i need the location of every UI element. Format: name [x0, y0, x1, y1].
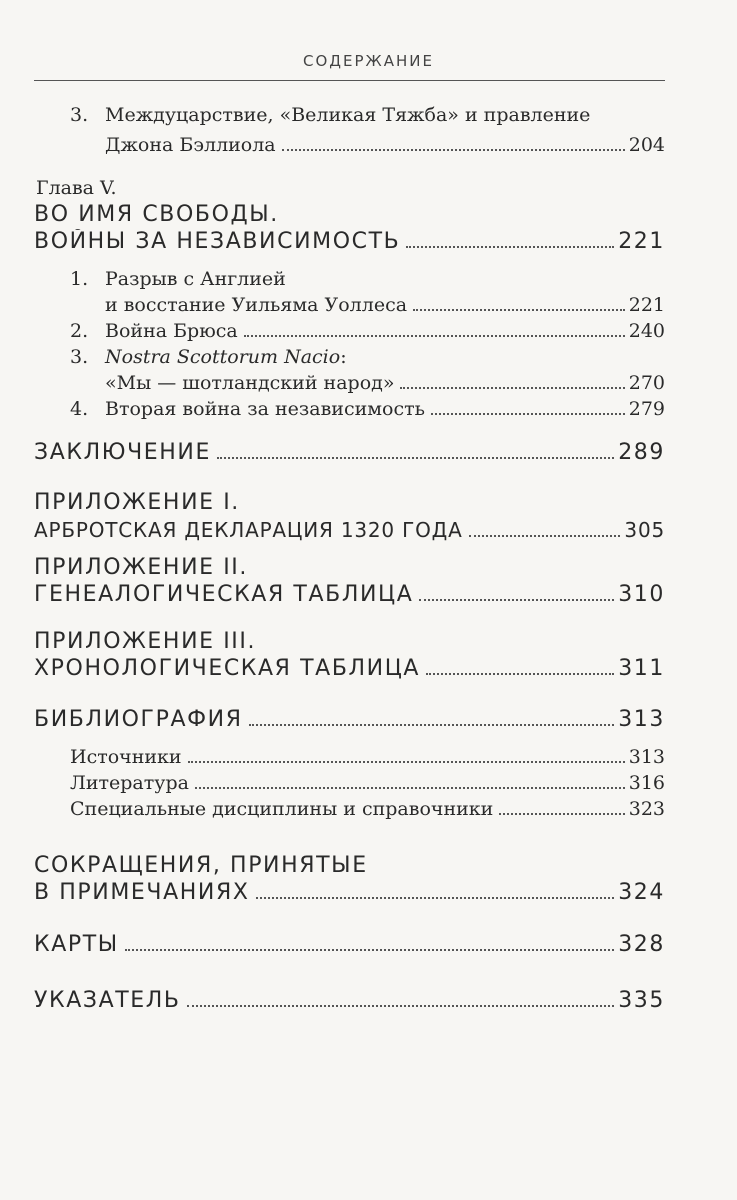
entry-title: БИБЛИОГРАФИЯ: [34, 707, 243, 732]
toc-entry-maps: [34, 932, 665, 958]
entry-title: Источники: [70, 746, 182, 768]
dot-leader: [282, 149, 625, 151]
chapter-title-line1: [34, 202, 665, 227]
toc-entry-app2-line2: [34, 582, 665, 608]
toc-entry-bibliography: [34, 707, 665, 733]
toc-entry-2: [70, 320, 665, 343]
toc-entry-3-line2: [105, 372, 665, 395]
toc-entry-4: [70, 398, 665, 421]
entry-title-line2: «Мы — шотландский народ»: [105, 372, 395, 394]
dot-leader: [244, 335, 625, 337]
entry-number: 1.: [70, 268, 89, 290]
dot-leader: [419, 599, 614, 601]
dot-leader: [256, 897, 615, 899]
entry-number: 4.: [70, 398, 89, 420]
entry-title-italic: Nostra Scottorum Nacio: [105, 346, 341, 368]
entry-title: Литература: [70, 772, 189, 794]
toc-entry-abbrev-line2: [34, 880, 665, 906]
toc-entry-app3-line2: [34, 656, 665, 682]
dot-leader: [469, 535, 621, 537]
entry-title: Специальные дисциплины и справочники: [70, 798, 494, 820]
entry-title-line1: ПРИЛОЖЕНИЕ II.: [34, 555, 248, 580]
entry-title: Война Брюса: [105, 320, 238, 342]
page-number: 279: [628, 398, 665, 420]
page-number: 204: [628, 134, 665, 156]
entry-title-line1: Междуцарствие, «Великая Тяжба» и правление: [105, 104, 591, 126]
toc-entry-sources: [70, 746, 665, 769]
entry-title-line1: Разрыв с Англией: [105, 268, 286, 290]
entry-title-line2: ХРОНОЛОГИЧЕСКАЯ ТАБЛИЦА: [34, 656, 421, 681]
page-number: 311: [618, 656, 665, 681]
toc-entry-literature: [70, 772, 665, 795]
toc-entry-app1-line1: [34, 490, 665, 515]
toc-entry-s3-line1: [70, 104, 670, 126]
page-number: 240: [628, 320, 665, 342]
chapter-title-line2: [34, 229, 665, 255]
page-number: 221: [628, 294, 665, 316]
toc-entry-app3-line1: [34, 629, 665, 654]
entry-title-line1: ПРИЛОЖЕНИЕ III.: [34, 629, 257, 654]
page-number: 310: [618, 582, 665, 607]
page-number: 313: [628, 746, 665, 768]
page-number: 305: [624, 518, 665, 542]
page-number: 335: [618, 988, 665, 1013]
entry-title: УКАЗАТЕЛЬ: [34, 988, 181, 1013]
entry-title-punct: :: [340, 346, 347, 368]
entry-title: Вторая война за независимость: [105, 398, 425, 420]
page-number: 324: [618, 880, 665, 905]
toc-entry-app1-line2: [34, 518, 665, 543]
toc-entry-index: [34, 988, 665, 1014]
page-number: 289: [618, 440, 665, 465]
dot-leader: [187, 1005, 615, 1007]
dot-leader: [249, 724, 615, 726]
entry-number: 3.: [70, 346, 89, 368]
toc-entry-1-line2: [105, 294, 665, 317]
dot-leader: [413, 309, 625, 311]
entry-title: ЗАКЛЮЧЕНИЕ: [34, 440, 211, 465]
running-head: СОДЕРЖАНИЕ: [303, 52, 434, 70]
toc-entry-3-line1: [70, 346, 665, 368]
chapter-label: Глава V.: [36, 177, 117, 199]
entry-number: 2.: [70, 320, 89, 342]
entry-title-line1: ПРИЛОЖЕНИЕ I.: [34, 490, 240, 515]
toc-entry-abbrev-line1: [34, 853, 665, 878]
toc-entry-reference: [70, 798, 665, 821]
dot-leader: [125, 949, 614, 951]
entry-title: КАРТЫ: [34, 932, 119, 957]
page-number: 328: [618, 932, 665, 957]
dot-leader: [400, 387, 624, 389]
entry-title-line2: Джона Бэллиола: [105, 134, 276, 156]
page-number: 270: [628, 372, 665, 394]
chapter-title-text: ВО ИМЯ СВОБОДЫ.: [34, 202, 279, 227]
toc-entry-1-line1: [70, 268, 665, 290]
entry-title-line1: СОКРАЩЕНИЯ, ПРИНЯТЫЕ: [34, 853, 368, 878]
toc-entry-conclusion: [34, 440, 665, 466]
page-number: 313: [618, 707, 665, 732]
dot-leader: [499, 813, 624, 815]
dot-leader: [217, 457, 614, 459]
entry-title-line2: ГЕНЕАЛОГИЧЕСКАЯ ТАБЛИЦА: [34, 582, 414, 607]
entry-title-line2: АРБРОТСКАЯ ДЕКЛАРАЦИЯ 1320 ГОДА: [34, 518, 463, 542]
header-rule: [34, 80, 665, 81]
toc-entry-app2-line1: [34, 555, 665, 580]
entry-number: 3.: [70, 104, 89, 126]
dot-leader: [195, 787, 625, 789]
entry-title-line2: В ПРИМЕЧАНИЯХ: [34, 880, 250, 905]
chapter-title-text: ВОЙНЫ ЗА НЕЗАВИСИМОСТЬ: [34, 229, 401, 254]
toc-entry-s3-line2: [105, 134, 665, 157]
dot-leader: [406, 246, 614, 248]
dot-leader: [188, 761, 625, 763]
page-number: 323: [628, 798, 665, 820]
dot-leader: [431, 413, 625, 415]
dot-leader: [426, 673, 614, 675]
entry-title-line2: и восстание Уильяма Уоллеса: [105, 294, 408, 316]
page-number: 221: [618, 229, 665, 254]
page-number: 316: [628, 772, 665, 794]
